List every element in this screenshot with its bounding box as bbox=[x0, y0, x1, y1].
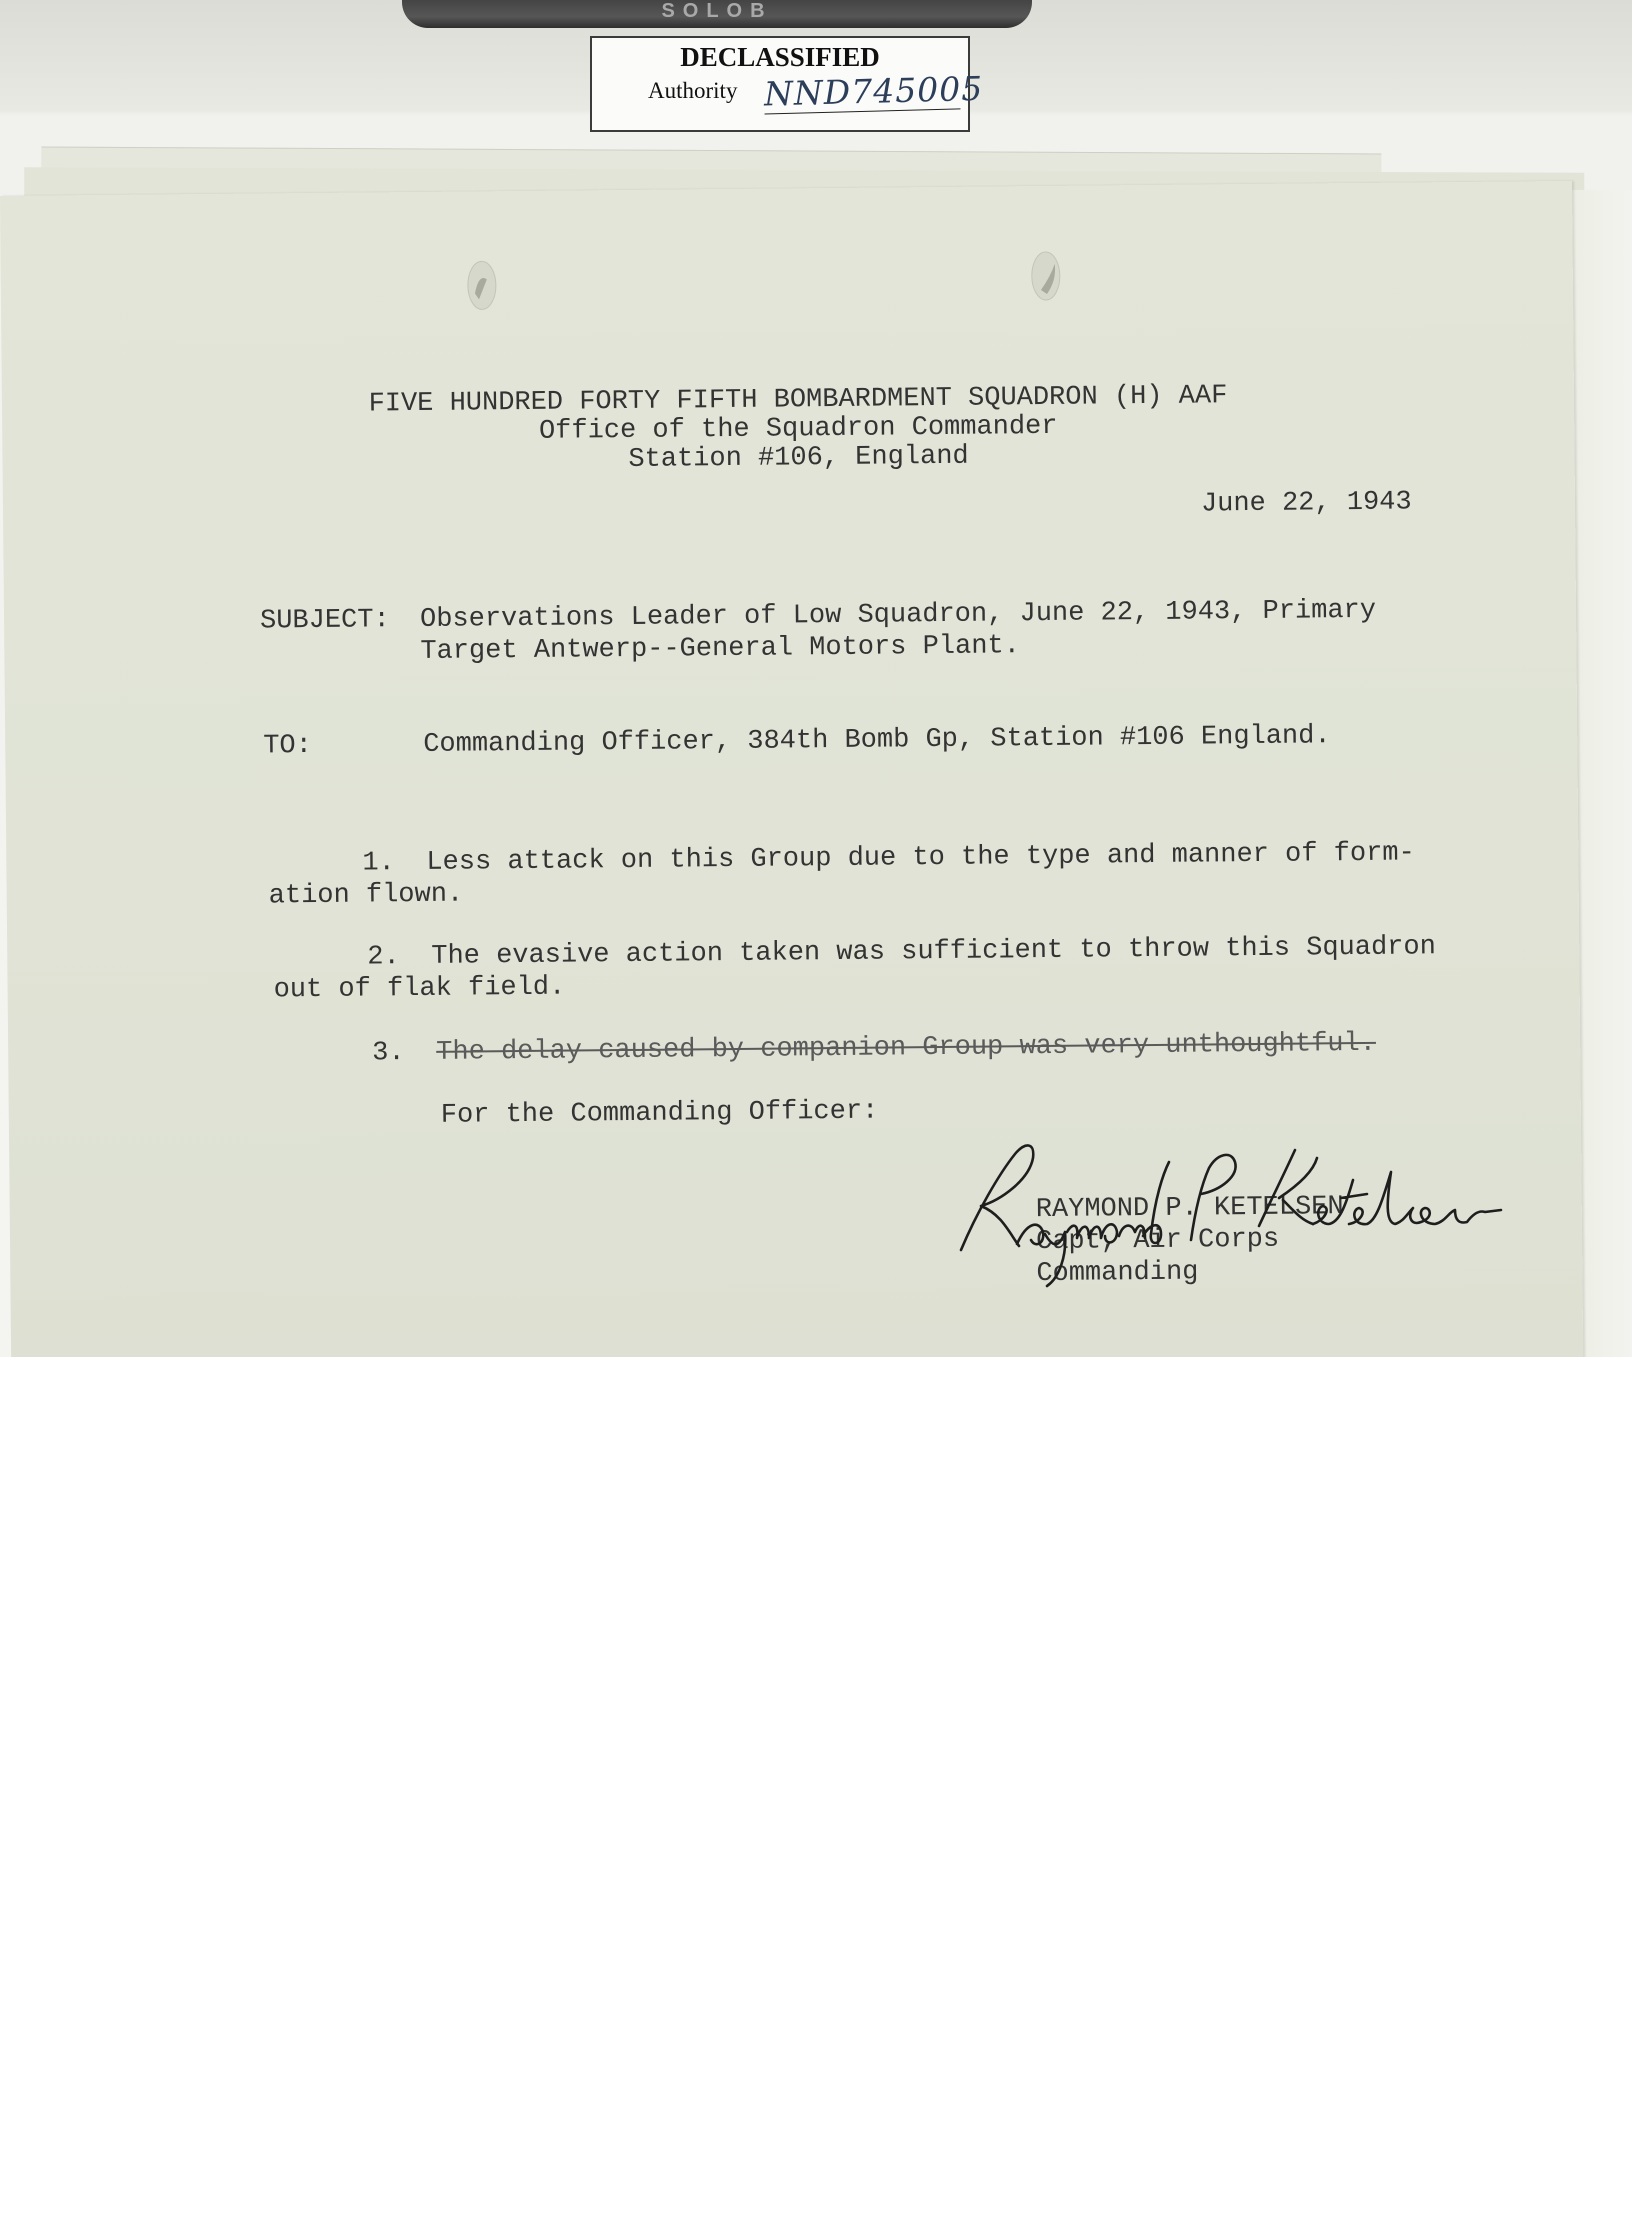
clip-label: SOLOB bbox=[661, 0, 773, 22]
paragraph-2-line-1: The evasive action taken was sufficient to throw this Squadron bbox=[431, 932, 1436, 972]
to-label: TO: bbox=[263, 731, 313, 762]
to-value: Commanding Officer, 384th Bomb Gp, Station #106 England. bbox=[423, 721, 1331, 760]
signer-rank: Capt, Air Corps bbox=[1035, 1224, 1280, 1258]
letterhead-title: FIVE HUNDRED FORTY FIFTH BOMBARDMENT SQUADRON (H) AAF bbox=[368, 381, 1228, 420]
letterhead-station: Station #106, England bbox=[628, 441, 969, 475]
paragraph-2-line-2: out of flak field. bbox=[273, 972, 566, 1006]
punch-hole-icon bbox=[1029, 246, 1064, 306]
subject-label: SUBJECT: bbox=[259, 605, 390, 637]
letter-date: June 22, 1943 bbox=[1200, 487, 1412, 520]
punch-hole-icon bbox=[465, 253, 500, 313]
letterhead-office: Office of the Squadron Commander bbox=[538, 411, 1058, 447]
authority-label: Authority bbox=[648, 78, 738, 103]
closing-line: For the Commanding Officer: bbox=[440, 1096, 879, 1131]
declassification-stamp bbox=[590, 36, 984, 132]
paragraph-1-line-2: ation flown. bbox=[268, 879, 464, 912]
handwritten-signature bbox=[955, 1128, 1505, 1288]
paragraph-1-line-1: Less attack on this Group due to the type and manner of form- bbox=[426, 838, 1415, 878]
signer-role: Commanding bbox=[1036, 1257, 1199, 1290]
binder-clip bbox=[402, 0, 1032, 28]
subject-line-1: Observations Leader of Low Squadron, June 22, 1943, Primary bbox=[419, 595, 1377, 635]
authority-value: NND745005 bbox=[763, 68, 984, 114]
paragraph-3-struck-text: The delay caused by companion Group was very unthoughtful. bbox=[436, 1028, 1377, 1068]
signer-name: RAYMOND P. KETELSEN bbox=[1035, 1192, 1344, 1226]
paragraph-2-number: 2. bbox=[367, 942, 400, 973]
subject-line-2: Target Antwerp--General Motors Plant. bbox=[420, 631, 1021, 667]
paragraph-1-number: 1. bbox=[362, 848, 395, 879]
paragraph-3-number: 3. bbox=[372, 1038, 405, 1069]
declassified-title: DECLASSIFIED bbox=[680, 42, 880, 72]
